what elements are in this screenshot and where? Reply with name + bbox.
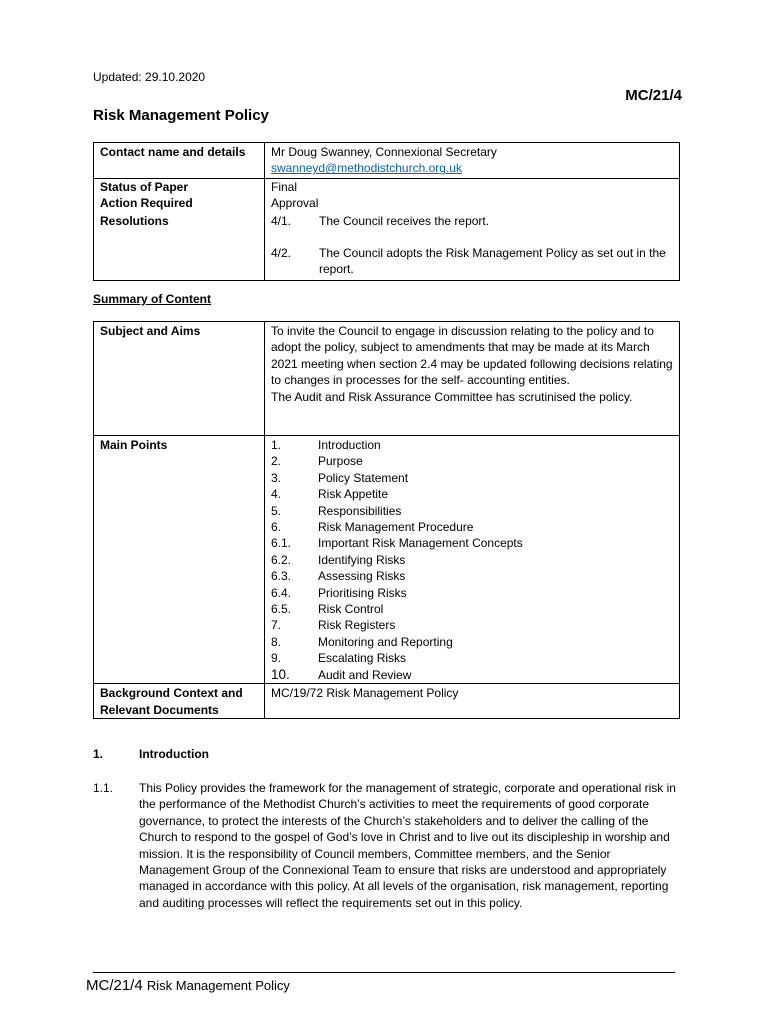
point-number: 6.4. xyxy=(271,585,292,600)
footer-title: Risk Management Policy xyxy=(146,978,290,993)
section-number: 1. xyxy=(93,747,104,761)
list-item xyxy=(271,650,673,666)
point-text: Identifying Risks xyxy=(318,552,406,567)
page-footer xyxy=(86,978,290,994)
contact-email-link[interactable]: swanneyd@methodistchurch.org.uk xyxy=(271,161,462,176)
resolution-item xyxy=(271,213,673,229)
point-number: 7. xyxy=(271,618,282,633)
list-item xyxy=(271,437,673,453)
main-points-label: Main Points xyxy=(94,436,265,684)
page-title: Risk Management Policy xyxy=(93,107,269,124)
point-text: Responsibilities xyxy=(318,503,402,518)
list-item xyxy=(271,568,673,584)
list-item xyxy=(271,486,673,502)
point-text: Risk Appetite xyxy=(318,487,389,502)
point-text: Monitoring and Reporting xyxy=(318,634,453,649)
resolution-item xyxy=(271,245,673,278)
list-item xyxy=(271,535,673,551)
point-number: 1. xyxy=(271,438,282,452)
subject-text-2: The Audit and Risk Assurance Committee has scrutinised the policy. xyxy=(271,389,633,404)
main-points-list xyxy=(271,437,673,683)
list-item xyxy=(271,634,673,650)
resolution-text: The Council adopts the Risk Management Policy as set out in the report. xyxy=(319,246,666,277)
main-points-row xyxy=(94,436,680,684)
status-value: Final xyxy=(265,178,680,195)
document-reference: MC/21/4 xyxy=(625,87,682,104)
point-text: Escalating Risks xyxy=(318,651,407,666)
point-text: Purpose xyxy=(318,454,363,469)
resolutions-cell xyxy=(265,212,680,281)
point-number: 9. xyxy=(271,651,282,666)
contact-label: Contact name and details xyxy=(94,143,265,179)
point-number: 3. xyxy=(271,470,282,485)
summary-heading: Summary of Content xyxy=(93,292,212,306)
point-text: Assessing Risks xyxy=(318,569,406,584)
footer-divider xyxy=(93,972,675,973)
paragraph-text: This Policy provides the framework for the management of strategic, corporate and operational risk in the performance of the Methodist Church’s activities to meet the requirements of good corporate governance, to protect the interests of the Church’s stakeholders and to deliver the calling of the Church to respond to the gospel of God’s love in Christ and to live out its discipleship in worship and mission. It is the responsibility of Council members, Committee members, and the Senior Management Group of the Connexional Team to ensure that risks are understood and appropriately managed in accordance with this policy. At all levels of the organisation, risk management, reporting and auditing processes will reflect the requirements set out in this policy. xyxy=(139,781,676,910)
point-text: Policy Statement xyxy=(318,470,409,485)
contact-details xyxy=(265,143,680,179)
subject-cell xyxy=(265,322,680,436)
action-label: Action Required xyxy=(94,195,265,211)
point-text: Important Risk Management Concepts xyxy=(318,536,523,551)
point-number: 6.3. xyxy=(271,569,292,584)
action-row xyxy=(94,195,680,211)
point-number: 6.2. xyxy=(271,552,292,567)
summary-table xyxy=(93,321,680,719)
list-item xyxy=(271,552,673,568)
point-number: 10. xyxy=(271,666,290,682)
list-item xyxy=(271,617,673,633)
resolution-text: The Council receives the report. xyxy=(319,213,490,228)
point-text: Risk Registers xyxy=(318,618,396,633)
point-number: 2. xyxy=(271,454,282,469)
list-item xyxy=(271,503,673,519)
contact-name: Mr Doug Swanney, Connexional Secretary xyxy=(271,145,497,159)
point-text: Risk Control xyxy=(318,602,384,617)
point-number: 6. xyxy=(271,520,282,535)
updated-date: Updated: 29.10.2020 xyxy=(93,70,206,84)
footer-reference: MC/21/4 xyxy=(86,977,143,994)
point-number: 6.5. xyxy=(271,602,292,617)
subject-row xyxy=(94,322,680,436)
info-table xyxy=(93,142,680,281)
resolution-number: 4/2. xyxy=(271,246,292,261)
point-text: Prioritising Risks xyxy=(318,585,407,600)
point-number: 4. xyxy=(271,487,282,502)
list-item xyxy=(271,519,673,535)
contact-row xyxy=(94,143,680,179)
status-label: Status of Paper xyxy=(94,178,265,195)
subject-text: To invite the Council to engage in discussion relating to the policy and to adopt the policy, subject to amendments that may be made at its March 2021 meeting when section 2.4 may be updated following decisions relating to changes in processes for the self- accounting entities. xyxy=(271,324,673,388)
point-number: 5. xyxy=(271,503,282,518)
point-number: 6.1. xyxy=(271,536,292,551)
list-item xyxy=(271,601,673,617)
resolution-number: 4/1. xyxy=(271,213,292,228)
list-item xyxy=(271,470,673,486)
list-item xyxy=(271,667,673,683)
main-points-cell xyxy=(265,436,680,684)
list-item xyxy=(271,585,673,601)
point-text: Risk Management Procedure xyxy=(318,520,474,535)
background-row xyxy=(94,684,680,719)
background-label: Background Context and Relevant Documents xyxy=(94,684,265,719)
list-item xyxy=(271,453,673,469)
action-value: Approval xyxy=(265,195,680,211)
resolutions-row xyxy=(94,212,680,281)
point-number: 8. xyxy=(271,634,282,649)
section-title: Introduction xyxy=(139,747,209,761)
background-value: MC/19/72 Risk Management Policy xyxy=(265,684,680,719)
point-text: Audit and Review xyxy=(318,667,412,682)
point-text: Introduction xyxy=(318,438,381,452)
status-row xyxy=(94,178,680,195)
paragraph-number: 1.1. xyxy=(93,781,114,795)
resolutions-label: Resolutions xyxy=(94,212,265,281)
subject-label: Subject and Aims xyxy=(94,322,265,436)
